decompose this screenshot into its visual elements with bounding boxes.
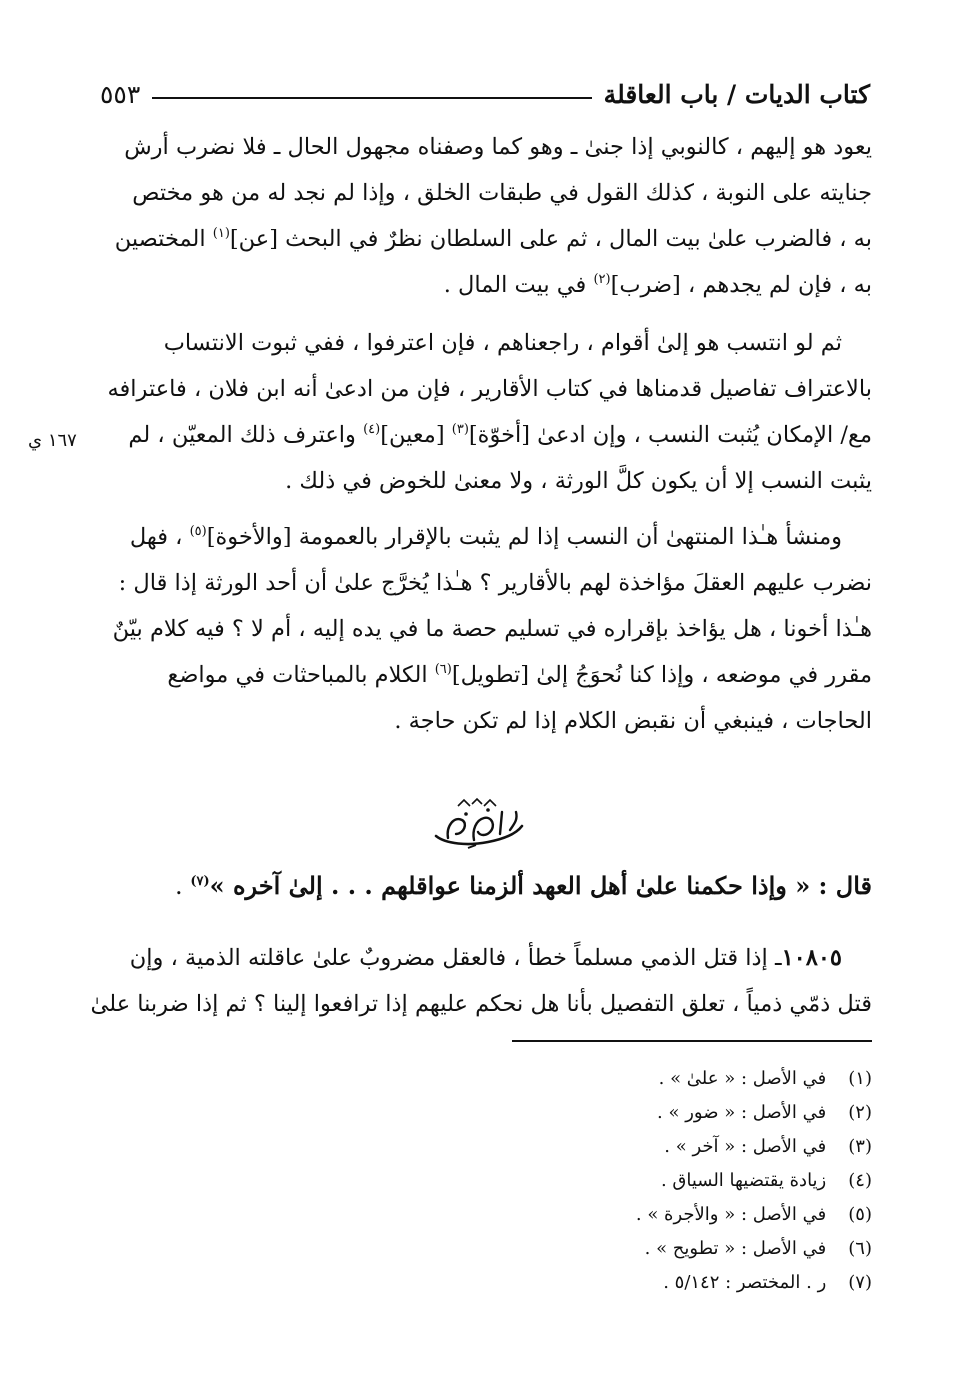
text-line: الحاجات ، فينبغي أن نقبض الكلام إذا لم تكن حاجة . [394, 708, 872, 734]
footnote-item [500, 1232, 872, 1266]
text-line: ثم لو انتسب هو إلىٰ أقوام ، راجعناهم ، فإن اعترفوا ، ففي ثبوت الانتساب [163, 330, 842, 356]
footnote-number: (٤) [848, 1170, 872, 1191]
text-line: جنايته على النوبة ، كذلك القول في طبقات الخلق ، وإذا لم نجد له من هو مختص [132, 180, 872, 206]
text-run: في بيت المال . [443, 272, 594, 298]
footnote-number: (٦) [848, 1238, 872, 1259]
footnote-item [500, 1062, 872, 1096]
text-line [100, 216, 872, 262]
text-run: ، فهل [129, 524, 190, 550]
footnote-ref[interactable]: (٥) [189, 524, 207, 539]
section-heading [100, 864, 872, 908]
header-rule [152, 97, 591, 99]
footnote-text: في الأصل : « علىٰ » . [658, 1068, 827, 1089]
footnote-text: ر . المختصر : ٥/١٤٢ . [663, 1272, 827, 1293]
text-line: يعود هو إليهم ، كالنوبي إذا جنىٰ ـ وهو كما وصفناه مجهول الحال ـ فلا نضرب أرش [124, 134, 872, 160]
footnote-item [500, 1130, 872, 1164]
issue-number: ١٠٨٠٥ [781, 945, 842, 971]
footnote-number: (٢) [848, 1102, 872, 1123]
footnote-text: زيادة يقتضيها السياق . [660, 1170, 827, 1191]
text-line: بالاعتراف تفاصيل قدمناها في كتاب الأقارير ، فإن من ادعىٰ أنه ابن فلان ، فاعترافه [107, 376, 872, 402]
paragraph-1 [100, 124, 872, 308]
footnote-item [500, 1164, 872, 1198]
text-line: نضرب عليهم العقلَ مؤاخذة لهم بالأقارير ؟ هـٰذا يُخرَّج علىٰ أن أحد الورثة إذا قال : [118, 570, 872, 596]
footnote-number: (٣) [848, 1136, 872, 1157]
footnote-ref[interactable]: (٦) [434, 662, 452, 677]
footnote-ref[interactable]: (١) [212, 226, 230, 241]
text-run: به ، فإن لم يجدهم ، [ضرب] [610, 272, 872, 298]
text-run: المختصين [114, 226, 213, 252]
paragraph-3 [100, 514, 872, 744]
footnote-number: (٧) [848, 1272, 872, 1293]
text-run: مقرر في موضعه ، وإذا كنا نُحوَجُ إلىٰ [تطويل] [451, 662, 872, 688]
footnote-item [500, 1096, 872, 1130]
text-line [100, 652, 872, 698]
footnote-text: في الأصل : « آخر » . [664, 1136, 827, 1157]
heading-tail: . [175, 872, 191, 900]
heading-text: قال : « وإذا حكمنا علىٰ أهل العهد ألزمنا عواقلهم . . . إلىٰ آخره » [209, 871, 872, 900]
footnote-ref[interactable]: (٤) [363, 422, 381, 437]
footnote-item [500, 1266, 872, 1300]
running-title: كتاب الديات / باب العاقلة [603, 79, 870, 109]
text-line [100, 514, 872, 560]
running-header [100, 72, 870, 116]
footnote-ref[interactable]: (٣) [451, 422, 469, 437]
text-line: يثبت النسب إلا أن يكون كلَّ الورثة ، ولا معنىٰ للخوض في ذلك . [285, 468, 872, 494]
footnote-number: (٥) [848, 1204, 872, 1225]
footnote-ref[interactable]: (٧) [190, 874, 210, 889]
text-line [100, 262, 872, 308]
section-ornament-icon [428, 790, 528, 850]
text-run: به ، فالضرب علىٰ بيت المال ، ثم على السلطان نظرٌ في البحث [عن] [229, 226, 872, 252]
footnotes-list [500, 1062, 872, 1300]
text-run: الكلام بالمباحثات في مواضع [167, 662, 435, 688]
footnote-text: في الأصل : « والأجرة » . [635, 1204, 827, 1225]
footnote-rule [512, 1040, 872, 1042]
text-run: ـ إذا قتل الذمي مسلماً خطأ ، فالعقل مضروبٌ علىٰ عاقلته الذمية ، وإن [129, 945, 782, 971]
footnote-item [500, 1198, 872, 1232]
text-line: هـٰذا أخونا ، هل يؤاخذ بإقراره في تسليم حصة ما في يده إليه ، أم لا ؟ فيه كلام بيّنٌ [112, 616, 872, 642]
page-number: ٥٥٣ [100, 79, 141, 109]
margin-folio-note: ١٦٧ ي [28, 430, 77, 451]
text-run: [معين] [380, 422, 452, 448]
text-line [100, 935, 872, 981]
text-run: مع/ الإمكان يُثبت النسب ، وإن ادعىٰ [أخوّة] [468, 422, 872, 448]
text-line [100, 412, 872, 458]
text-run: واعترف ذلك المعيّن ، لم [128, 422, 364, 448]
footnote-text: في الأصل : « ضور » . [657, 1102, 827, 1123]
footnote-number: (١) [848, 1068, 872, 1089]
paragraph-4 [90, 935, 872, 1027]
footnote-ref[interactable]: (٢) [593, 272, 611, 287]
paragraph-2 [100, 320, 872, 504]
text-line: قتل ذمّي ذمياً ، تعلق التفصيل بأنا هل نحكم عليهم إذا ترافعوا إلينا ؟ ثم إذا ضربنا علىٰ [90, 991, 872, 1017]
footnote-text: في الأصل : « تطويح » . [644, 1238, 827, 1259]
text-run: ومنشأ هـٰذا المنتهىٰ أن النسب إذا لم يثبت بالإقرار بالعمومة [والأخوة] [206, 524, 842, 550]
